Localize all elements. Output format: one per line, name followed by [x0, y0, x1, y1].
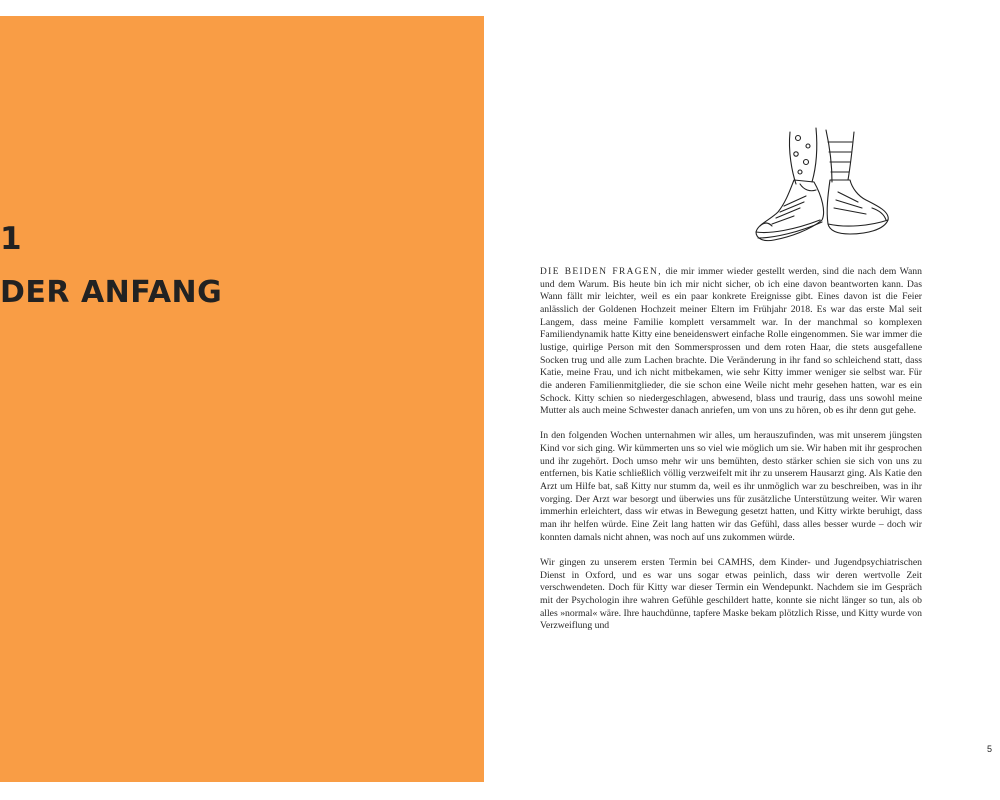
- chapter-opener-page: [0, 16, 484, 782]
- chapter-number: 1: [0, 221, 22, 257]
- paragraph-3: Wir gingen zu unserem ersten Termin bei CAMHS, dem Kinder- und Jugendpsychiatrischen Dienst in Oxford, und es war uns sogar etwas peinlich, dass wir deren wertvolle Zeit verschwendeten. Doch für Kitty war dieser Termin ein Wendepunkt. Nachdem sie im Gespräch mit der Psychologin ihre wahren Gefühle geschildert hatte, konnte sie nicht länger so tun, als ob alles »normal« wäre. Ihre hauchdünne, tapfere Maske bekam plötzlich Risse, und Kitty wurde von Verzweiflung und: [540, 556, 922, 632]
- sneakers-illustration-icon: [750, 122, 900, 248]
- chapter-body-text: [540, 266, 922, 646]
- paragraph-1-text: die mir immer wieder gestellt werden, sind die nach dem Wann und dem Warum. Bis heute bin ich mir nicht sicher, ob ich eine davon beantworten kann. Das Wann fällt mir leichter, weil es ein paar konkrete Ereignisse gibt. Eines davon ist die Feier anlässlich der Goldenen Hochzeit meiner Eltern im Frühjahr 2018. Es war das erste Mal seit Langem, dass meine Familie komplett versammelt war. In der manchmal so komplexen Familiendynamik hatte Kitty eine beneidenswert einfache Rolle eingenommen. Sie war immer die lustige, quirlige Person mit den Sommersprossen und dem roten Haar, die stets ausgefallene Socken trug und alle zum Lachen brachte. Die Veränderung in ihr fand so schleichend statt, dass Katie, meine Frau, und ich nicht mitbekamen, wie sehr Kitty immer weniger sie selbst war. Für die anderen Familienmitglieder, die sie schon eine Weile nicht mehr gesehen hatten, war es ein Schock. Kitty schien so niedergeschlagen, abwesend, blass und traurig, dass uns sowohl meine Mutter als auch meine Schwester danach anriefen, um von uns zu hören, ob es ihr denn gut gehe.: [540, 266, 922, 417]
- chapter-title: DER ANFANG: [0, 275, 223, 310]
- paragraph-2: In den folgenden Wochen unternahmen wir alles, um herauszufinden, was mit unserem jüngsten Kind vor sich ging. Wir kümmerten uns so viel wie möglich um sie. Wir haben mit ihr gesprochen und ihr zugehört. Doch umso mehr wir uns bemühten, desto stärker schien sie sich von uns zu entfernen, bis Katie schließlich völlig verzweifelt mit ihr zu unserem Hausarzt ging. Als Katie den Arzt um Hilfe bat, saß Kitty nur stumm da, weil es ihr unmöglich war zu beschreiben, was in ihr vorging. Der Arzt war besorgt und überwies uns für zusätzliche Unterstützung weiter. Wir waren immerhin erleichtert, dass wir etwas in Bewegung gesetzt hatten, und Kitty wirkte beruhigt, dass man ihr helfen würde. Eine Zeit lang hatten wir das Gefühl, dass alles besser wurde – doch wir konnten damals nicht ahnen, was noch auf uns zukommen würde.: [540, 430, 922, 543]
- page-number: 5: [987, 744, 993, 754]
- paragraph-1: [540, 266, 922, 418]
- lead-in-small-caps: DIE BEIDEN FRAGEN,: [540, 267, 662, 277]
